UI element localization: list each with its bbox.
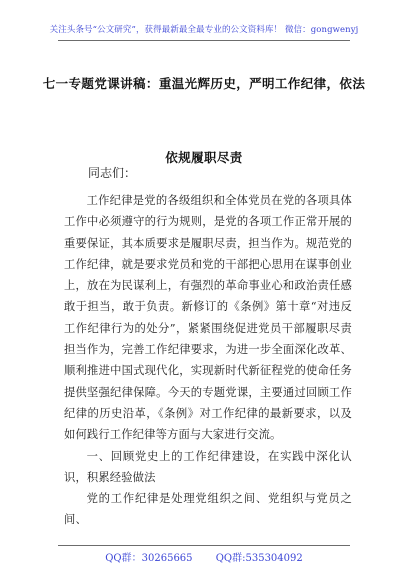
footer-qq-group-1: QQ群：30265665 <box>105 553 193 564</box>
header-divider <box>58 40 350 41</box>
greeting: 同志们： <box>88 166 137 180</box>
body-paragraph: 工作纪律是党的各级组织和全体党员在党的各项具体工作中必须遵守的行为规则，是党的各项工作正常开展的重要保证，其本质要求是履职尽责，担当作为。规范党的工作纪律，就是要求党员和党的干部把心思用在谋事创业上，放在为民谋利上，有强烈的革命事业心和政治责任感敢于担当，敢于负责。新修订的《条例》第十章“对违反工作纪律行为的处分”，紧紧围绕促进党员干部履职尽责担当作为，完善工作纪律要求，为进一步全面深化改革、顺利推进中国式现代化，实现新时代新征程党的使命任务提供坚强纪律保障。今天的专题党课，主要通过回顾工作纪律的历史沿革，《条例》对工作纪律的最新要求，以及如何践行工作纪律等方面与大家进行交流。 <box>64 194 352 442</box>
document-title-line-2: 依规履职尽责 <box>165 150 243 165</box>
document-body <box>64 190 352 531</box>
section-heading: 一、回顾党史上的工作纪律建设，在实践中深化认识，积累经验做法 <box>64 449 352 484</box>
footer <box>0 549 408 564</box>
document-title-line-1: 七一专题党课讲稿：重温光辉历史，严明工作纪律，依法 <box>42 76 366 91</box>
body-paragraph: 党的工作纪律是处理党组织之间、党组织与党员之间、 <box>64 492 352 527</box>
footer-divider <box>58 545 350 546</box>
header-banner: 关注头条号“公文研究”，获得最新最全最专业的公文资料库！ 微信：gongwenyj <box>49 25 359 35</box>
footer-qq-group-2: QQ群:535304092 <box>215 553 303 564</box>
